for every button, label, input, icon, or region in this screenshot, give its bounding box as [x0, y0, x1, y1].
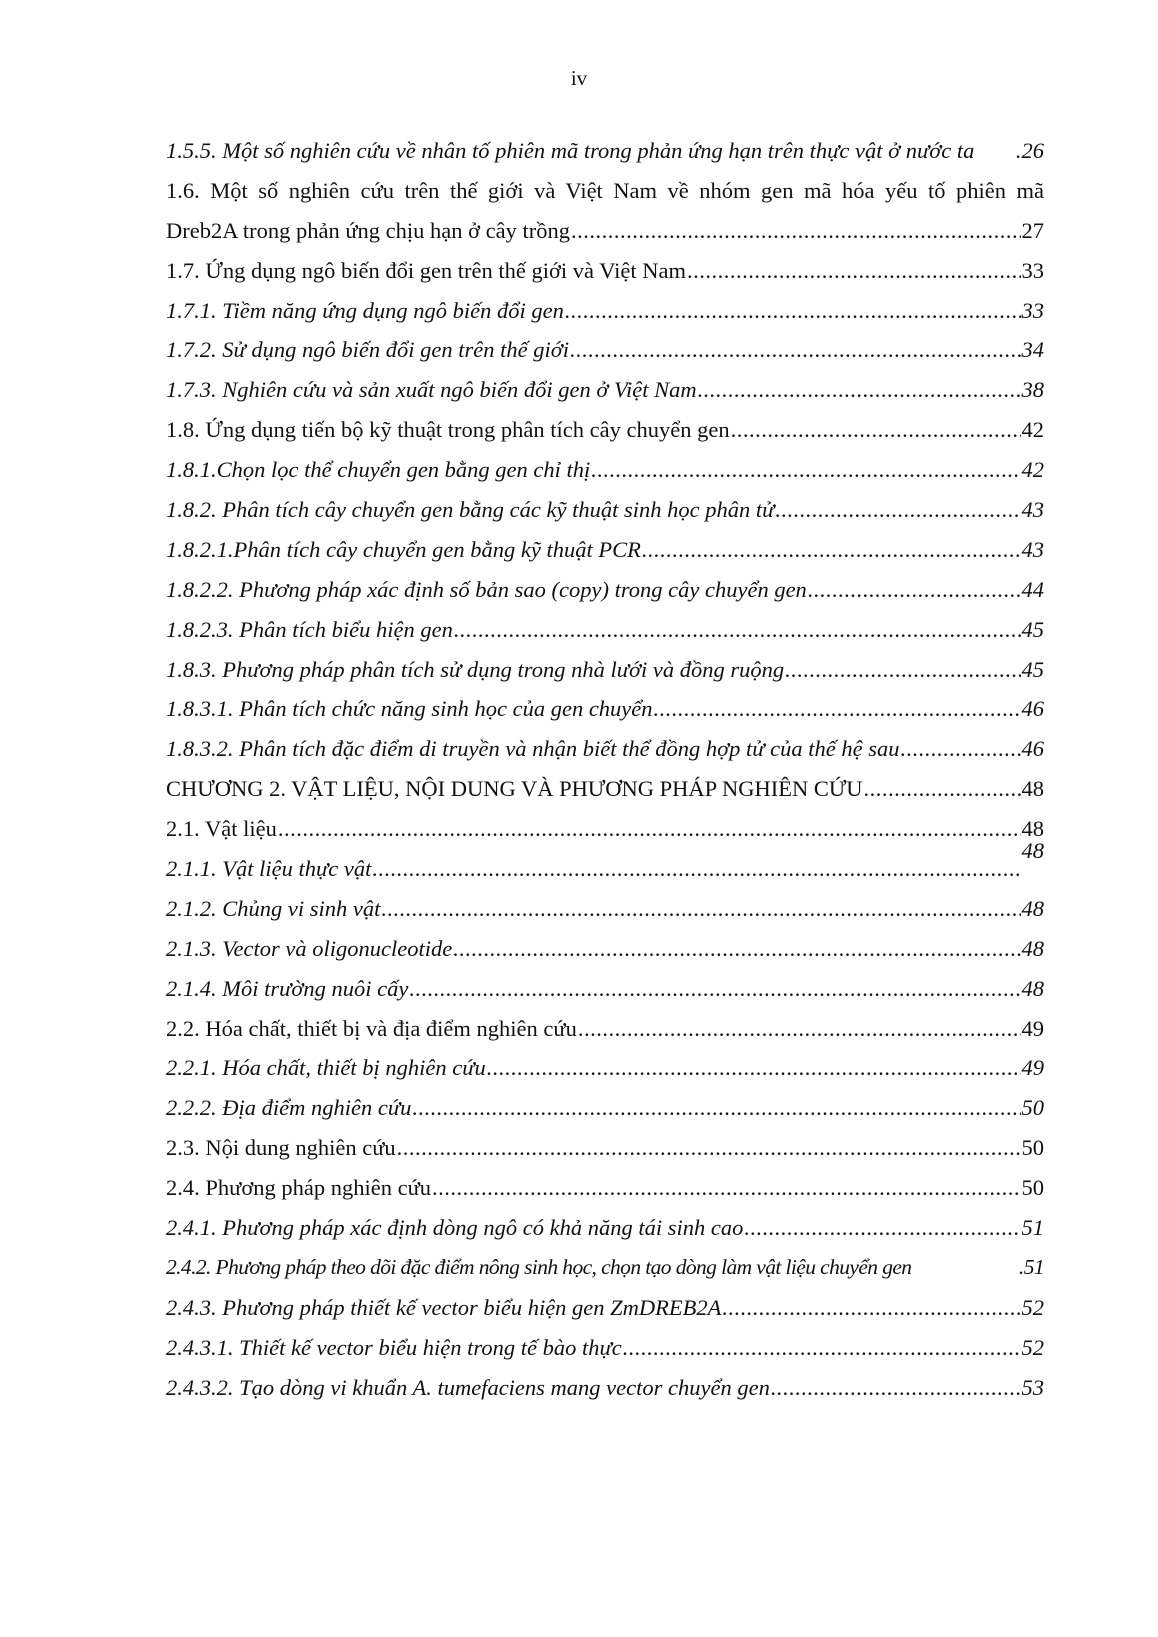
toc-entry-label: 2.4.1. Phương pháp xác định dòng ngô có khả năng tái sinh cao	[166, 1215, 744, 1241]
toc-dot-leader	[687, 251, 1020, 291]
toc-dot-leader	[409, 969, 1020, 1009]
toc-dot-leader	[642, 530, 1021, 570]
toc-entry-page: 51	[1021, 1215, 1044, 1241]
toc-dot-leader	[571, 211, 1020, 251]
toc-entry-page: 48	[1021, 935, 1044, 961]
toc-entry-label: 2.2.2. Địa điểm nghiên cứu	[166, 1095, 412, 1121]
toc-dot-leader	[570, 330, 1021, 370]
toc-entry-label: 1.8.3. Phương pháp phân tích sử dụng trong nhà lưới và đồng ruộng	[166, 656, 785, 682]
toc-entry-label: 1.7.2. Sử dụng ngô biến đổi gen trên thế giới	[166, 337, 569, 363]
toc-entry-label: 1.5.5. Một số nghiên cứu về nhân tố phiên mã trong phản ứng hạn trên thực vật ở nước ta	[166, 138, 975, 163]
toc-entry	[166, 809, 1044, 849]
toc-entry-page: 34	[1021, 337, 1044, 363]
toc-entry	[166, 650, 1044, 690]
toc-entry-page: 46	[1021, 696, 1044, 722]
toc-entry	[166, 490, 1044, 530]
toc-entry-label: 2.3. Nội dung nghiên cứu	[166, 1135, 396, 1161]
toc-entry-page: 33	[1021, 257, 1044, 283]
toc-entry-label: 1.6. Một số nghiên cứu trên thế giới và Việt Nam về nhóm gen mã hóa yếu tố phiên mã	[166, 177, 1044, 203]
toc-entry	[166, 769, 1044, 809]
toc-entry-page: .51	[1018, 1254, 1044, 1279]
toc-entry	[166, 131, 1044, 171]
toc-entry-page: 48	[1021, 975, 1044, 1001]
toc-dot-leader	[623, 1328, 1021, 1368]
toc-entry-label: 1.8.2.2. Phương pháp xác định số bản sao (copy) trong cây chuyển gen	[166, 576, 807, 602]
toc-entry-page: 27	[1021, 217, 1044, 243]
toc-entry	[166, 689, 1044, 729]
toc-dot-leader	[412, 1088, 1020, 1128]
toc-dot-leader	[372, 849, 1020, 889]
toc-dot-leader	[565, 291, 1021, 331]
toc-entry-label: 1.8. Ứng dụng tiến bộ kỹ thuật trong phân tích cây chuyển gen	[166, 417, 730, 443]
toc-entry-page: 45	[1021, 656, 1044, 682]
toc-entry-page: 50	[1021, 1135, 1044, 1161]
toc-dot-leader	[771, 1368, 1021, 1408]
toc-entry	[166, 1368, 1044, 1408]
toc-entry	[166, 1088, 1044, 1128]
toc-entry	[166, 729, 1044, 769]
toc-entry-label: 1.7.3. Nghiên cứu và sản xuất ngô biến đổi gen ở Việt Nam	[166, 377, 697, 403]
toc-dot-leader	[722, 1288, 1020, 1328]
toc-entry-label: 1.7.1. Tiềm năng ứng dụng ngô biến đổi gen	[166, 297, 564, 323]
toc-entry-page: 33	[1021, 297, 1044, 323]
toc-dot-leader	[454, 610, 1021, 650]
toc-dot-leader	[698, 370, 1021, 410]
toc-entry-label: 2.2.1. Hóa chất, thiết bị nghiên cứu	[166, 1055, 486, 1081]
toc-entry-page: 53	[1021, 1374, 1044, 1400]
toc-entry	[166, 530, 1044, 570]
toc-entry-page: 50	[1021, 1175, 1044, 1201]
toc-entry-page: 42	[1021, 457, 1044, 483]
toc-entry	[166, 1248, 1044, 1288]
toc-entry	[166, 1328, 1044, 1368]
toc-entry	[166, 969, 1044, 1009]
toc-dot-leader	[578, 1009, 1021, 1049]
toc-entry-label: 2.4. Phương pháp nghiên cứu	[166, 1175, 432, 1201]
toc-entry-page: 38	[1021, 377, 1044, 403]
toc-entry-page: 48	[1021, 895, 1044, 921]
toc-entry	[166, 1009, 1044, 1049]
toc-entry-page: 48	[1021, 776, 1044, 802]
toc-entry-label: 1.8.2. Phân tích cây chuyển gen bằng các kỹ thuật sinh học phân tử	[166, 497, 775, 523]
toc-entry	[166, 570, 1044, 610]
toc-entry	[166, 838, 1044, 889]
toc-entry-page: 48	[1021, 838, 1044, 864]
toc-entry	[166, 171, 1044, 211]
toc-entry	[166, 889, 1044, 929]
toc-entry-label: 1.8.3.2. Phân tích đặc điểm di truyền và nhận biết thể đồng hợp tử của thế hệ sau	[166, 736, 900, 762]
toc-entry	[166, 1168, 1044, 1208]
toc-dot-leader	[432, 1168, 1020, 1208]
toc-entry-page: 44	[1021, 576, 1044, 602]
toc-dot-leader	[654, 689, 1021, 729]
toc-dot-leader	[744, 1208, 1020, 1248]
toc-entry-label: 2.1. Vật liệu	[166, 816, 277, 842]
toc-entry-label: 1.7. Ứng dụng ngô biến đổi gen trên thế giới và Việt Nam	[166, 257, 687, 283]
toc-entry-page: 48	[1021, 816, 1044, 842]
toc-dot-leader	[453, 929, 1020, 969]
toc-dot-leader	[278, 809, 1021, 849]
table-of-contents	[166, 131, 1044, 1408]
toc-entry	[166, 1048, 1044, 1088]
toc-entry	[166, 1288, 1044, 1328]
toc-entry-page: 52	[1021, 1334, 1044, 1360]
toc-entry	[166, 291, 1044, 331]
toc-entry	[166, 929, 1044, 969]
toc-entry	[166, 450, 1044, 490]
toc-entry-label: CHƯƠNG 2. VẬT LIỆU, NỘI DUNG VÀ PHƯƠNG PHÁP NGHIÊN CỨU	[166, 776, 863, 802]
toc-entry	[166, 410, 1044, 450]
toc-entry	[166, 330, 1044, 370]
toc-entry	[166, 251, 1044, 291]
toc-entry-label: 2.4.3.1. Thiết kế vector biểu hiện trong tế bào thực	[166, 1334, 622, 1360]
toc-entry-label: 2.2. Hóa chất, thiết bị và địa điểm nghiên cứu	[166, 1015, 577, 1041]
toc-dot-leader	[785, 650, 1020, 690]
toc-dot-leader	[775, 490, 1020, 530]
toc-entry	[166, 370, 1044, 410]
toc-entry-label: 2.4.3. Phương pháp thiết kế vector biểu hiện gen ZmDREB2A	[166, 1294, 722, 1320]
toc-entry-page: 42	[1021, 417, 1044, 443]
toc-entry	[166, 610, 1044, 650]
toc-entry-label: 1.8.2.3. Phân tích biểu hiện gen	[166, 616, 453, 642]
toc-entry-page: 46	[1021, 736, 1044, 762]
toc-entry-label: 2.1.4. Môi trường nuôi cấy	[166, 975, 409, 1001]
toc-entry-label: 1.8.2.1.Phân tích cây chuyển gen bằng kỹ thuật PCR	[166, 536, 641, 562]
toc-entry	[166, 1208, 1044, 1248]
toc-entry-page: 43	[1021, 497, 1044, 523]
toc-dot-leader	[381, 889, 1020, 929]
toc-entry-label: 1.8.3.1. Phân tích chức năng sinh học của gen chuyển	[166, 696, 653, 722]
toc-entry-label: Dreb2A trong phản ứng chịu hạn ở cây trồng	[166, 217, 571, 243]
toc-dot-leader	[591, 450, 1020, 490]
toc-entry-label: 2.1.3. Vector và oligonucleotide	[166, 935, 453, 961]
toc-entry-page: 45	[1021, 616, 1044, 642]
toc-entry-page: 43	[1021, 536, 1044, 562]
toc-entry-label: 2.1.2. Chủng vi sinh vật	[166, 895, 381, 921]
toc-entry-page: 49	[1021, 1055, 1044, 1081]
toc-dot-leader	[731, 410, 1021, 450]
toc-dot-leader	[397, 1128, 1021, 1168]
toc-entry-page: 49	[1021, 1015, 1044, 1041]
toc-entry-page: 52	[1021, 1294, 1044, 1320]
page-number: iv	[570, 66, 588, 90]
toc-entry-label: 2.4.3.2. Tạo dòng vi khuẩn A. tumefaciens mang vector chuyển gen	[166, 1374, 770, 1400]
toc-entry-page: .26	[1015, 138, 1044, 163]
toc-entry-page: 50	[1021, 1095, 1044, 1121]
toc-dot-leader	[901, 729, 1021, 769]
toc-entry-label: 2.1.1. Vật liệu thực vật	[166, 856, 372, 882]
toc-entry-label: 2.4.2. Phương pháp theo dõi đặc điểm nông sinh học, chọn tạo dòng làm vật liệu chuyển gen	[166, 1254, 912, 1279]
toc-entry	[166, 1128, 1044, 1168]
toc-dot-leader	[808, 570, 1021, 610]
toc-entry	[166, 211, 1044, 251]
toc-dot-leader	[487, 1048, 1021, 1088]
toc-dot-leader	[864, 769, 1021, 809]
toc-entry-label: 1.8.1.Chọn lọc thể chuyển gen bằng gen chỉ thị	[166, 457, 591, 483]
